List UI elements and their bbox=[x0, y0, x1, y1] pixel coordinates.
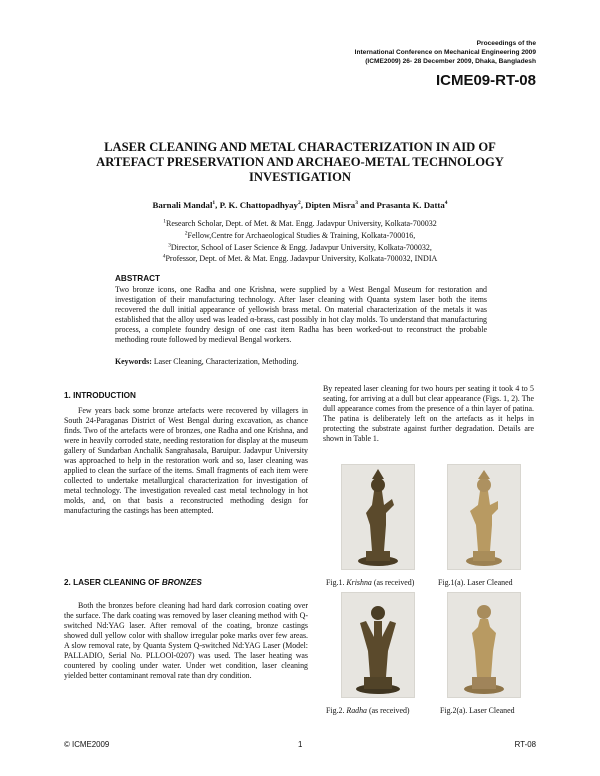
figure-radha-laser-cleaned bbox=[447, 592, 521, 698]
figure-photo bbox=[342, 465, 414, 569]
title-line: ARTEFACT PRESERVATION AND ARCHAEO-METAL TECHNOLOGY bbox=[96, 155, 504, 170]
conference-line: International Conference on Mechanical Engineering 2009 bbox=[354, 48, 536, 56]
laser-cleaning-body bbox=[64, 601, 308, 681]
figure-caption bbox=[326, 706, 410, 715]
paper-title bbox=[60, 140, 540, 186]
abstract-heading: ABSTRACT bbox=[115, 274, 161, 283]
author-name: P. K. Chattopadhyay bbox=[219, 200, 298, 210]
introduction-body bbox=[64, 406, 308, 517]
footer-code: RT-08 bbox=[514, 740, 536, 749]
caption-name: Radha bbox=[346, 706, 368, 715]
keywords-label: Keywords: bbox=[115, 357, 152, 366]
affiliation-text: Professor, Dept. of Met. & Mat. Engg. Jadavpur University, Kolkata-700032, INDIA bbox=[165, 254, 438, 264]
author-list bbox=[60, 200, 540, 210]
caption-label: Fig.1. bbox=[326, 578, 345, 587]
author-sup: 1 bbox=[212, 200, 216, 207]
heading-prefix: 2. LASER CLEANING OF bbox=[64, 578, 162, 587]
figure-photo bbox=[342, 593, 414, 697]
author-sup: 3 bbox=[355, 200, 358, 207]
introduction-paragraph: Few years back some bronze artefacts were recovered by villagers in South 24-Paraganas District of West Bengal during excavation, as chance finds. Two of the artefacts were of bronzes, one Radha and one Krishna, and were in heavily corroded state, needing restoration for display at the museum gallery of Sundarban Anchalik Sangrahasala, Baruipur. Jadavpur University was approached to help in the restoration work and so, laser cleaning was applied to clean the surface of the items. Small fragments of each item were collected to undertake metallurgical characterization for investigation of metal technology. The investigation revealed cast metal technology in hot molds, and, on that basis a reconstructed methoding design for manufacturing the castings has been attempted. bbox=[64, 406, 308, 516]
column2-body bbox=[323, 384, 534, 444]
paper-code: ICME09-RT-08 bbox=[435, 72, 536, 89]
affiliation bbox=[60, 218, 540, 230]
affiliation-sup: 3 bbox=[168, 241, 171, 248]
title-line: LASER CLEANING AND METAL CHARACTERIZATION IN AID OF bbox=[104, 140, 496, 154]
footer-copyright: © ICME2009 bbox=[64, 740, 110, 749]
caption-note: (as received) bbox=[369, 706, 410, 715]
figure-photo bbox=[448, 593, 520, 697]
affiliation-text: Fellow,Centre for Archaeological Studies & Training, Kolkata-700016, bbox=[187, 230, 416, 240]
caption-note: Laser Cleaned bbox=[467, 578, 513, 587]
affiliation-text: Research Scholar, Dept. of Met. & Mat. Engg. Jadavpur University, Kolkata-700032 bbox=[166, 219, 437, 228]
author-sup: 2 bbox=[297, 200, 301, 207]
title-line: INVESTIGATION bbox=[249, 170, 351, 185]
affiliation-sup: 1 bbox=[163, 218, 167, 225]
figure-photo bbox=[448, 465, 520, 569]
caption-label: Fig.2. bbox=[326, 706, 345, 715]
author-sep: and bbox=[357, 200, 377, 210]
keywords-text: Laser Cleaning, Characterization, Methoding. bbox=[153, 357, 299, 366]
caption-note: (as received) bbox=[373, 578, 415, 587]
column2-paragraph: By repeated laser cleaning for two hours per seating it took 4 to 5 seating, for arriving at a dull but clear appearance (Figs. 1, 2). The dull appearance comes from the presence of a thin layer of patina. The patina is deliberately left on the artefacts as it helps in protecting the substrate against further degradation. Details are shown in Table 1. bbox=[323, 384, 534, 444]
affiliation-text: Director, School of Laser Science & Engg. Jadavpur University, Kolkata-700032, bbox=[170, 242, 432, 252]
heading-emphasis: BRONZES bbox=[161, 578, 202, 587]
affiliation bbox=[60, 253, 540, 265]
section-heading-laser-cleaning bbox=[64, 578, 202, 587]
affiliations bbox=[60, 218, 540, 265]
figure-caption bbox=[326, 578, 414, 587]
author-name: Prasanta K. Datta bbox=[376, 200, 445, 210]
section-heading-introduction: 1. INTRODUCTION bbox=[64, 391, 136, 400]
author-sep: , bbox=[215, 200, 220, 210]
conference-line: Proceedings of the bbox=[476, 40, 536, 47]
affiliation bbox=[60, 230, 540, 242]
figure-krishna-laser-cleaned bbox=[447, 464, 521, 570]
caption-note: Laser Cleaned bbox=[469, 706, 515, 715]
caption-label: Fig.1(a). bbox=[438, 578, 466, 587]
conference-info bbox=[236, 40, 536, 66]
figure-caption bbox=[440, 706, 515, 715]
keywords bbox=[115, 357, 487, 366]
author-name: Dipten Misra bbox=[305, 200, 356, 210]
caption-label: Fig.2(a). bbox=[440, 706, 468, 715]
page-number: 1 bbox=[298, 740, 303, 749]
figure-caption bbox=[438, 578, 513, 587]
affiliation bbox=[60, 242, 540, 254]
author-sep: , bbox=[300, 200, 306, 210]
figure-radha-as-received bbox=[341, 592, 415, 698]
affiliation-sup: 2 bbox=[184, 230, 188, 237]
abstract-text: Two bronze icons, one Radha and one Krishna, were supplied by a West Bengal Museum for restoration and investigation of their manufacturing technology. After laser cleaning with Quanta system laser both the items recovered the dull initial appearance of yellowish brass metal. On material characterization of the metals it was established that the alloy used was leaded α-brass, cast possibly in hot clay molds. To understand that manufacturing process, a complete foundry design of one cast item Radha has been worked-out to reconstruct the probable methoding route followed by medieval Bengal workers. bbox=[115, 285, 487, 345]
caption-name: Krishna bbox=[346, 578, 372, 587]
conference-line: (ICME2009) 26- 28 December 2009, Dhaka, Bangladesh bbox=[365, 57, 536, 65]
author-sup: 4 bbox=[444, 200, 448, 207]
affiliation-sup: 4 bbox=[162, 253, 166, 260]
figure-krishna-as-received bbox=[341, 464, 415, 570]
author-name: Barnali Mandal bbox=[152, 200, 213, 210]
laser-cleaning-paragraph: Both the bronzes before cleaning had hard dark corrosion coating over the surface. The dark coating was removed by laser cleaning method with Q-switched Nd:YAG laser. After removal of the coating, bronze castings showed dull yellow color with shallow irregular poke marks over few areas. A slow removal rate, by Quanta System Q-switched Nd:YAG Laser (Model: PALLADIO, Serial No. PLLOOl-0207) was used. The laser heating was countered by cooling under water. Under wet condition, laser cleaning yielded better contaminant removal rate than dry condition. bbox=[64, 601, 308, 681]
